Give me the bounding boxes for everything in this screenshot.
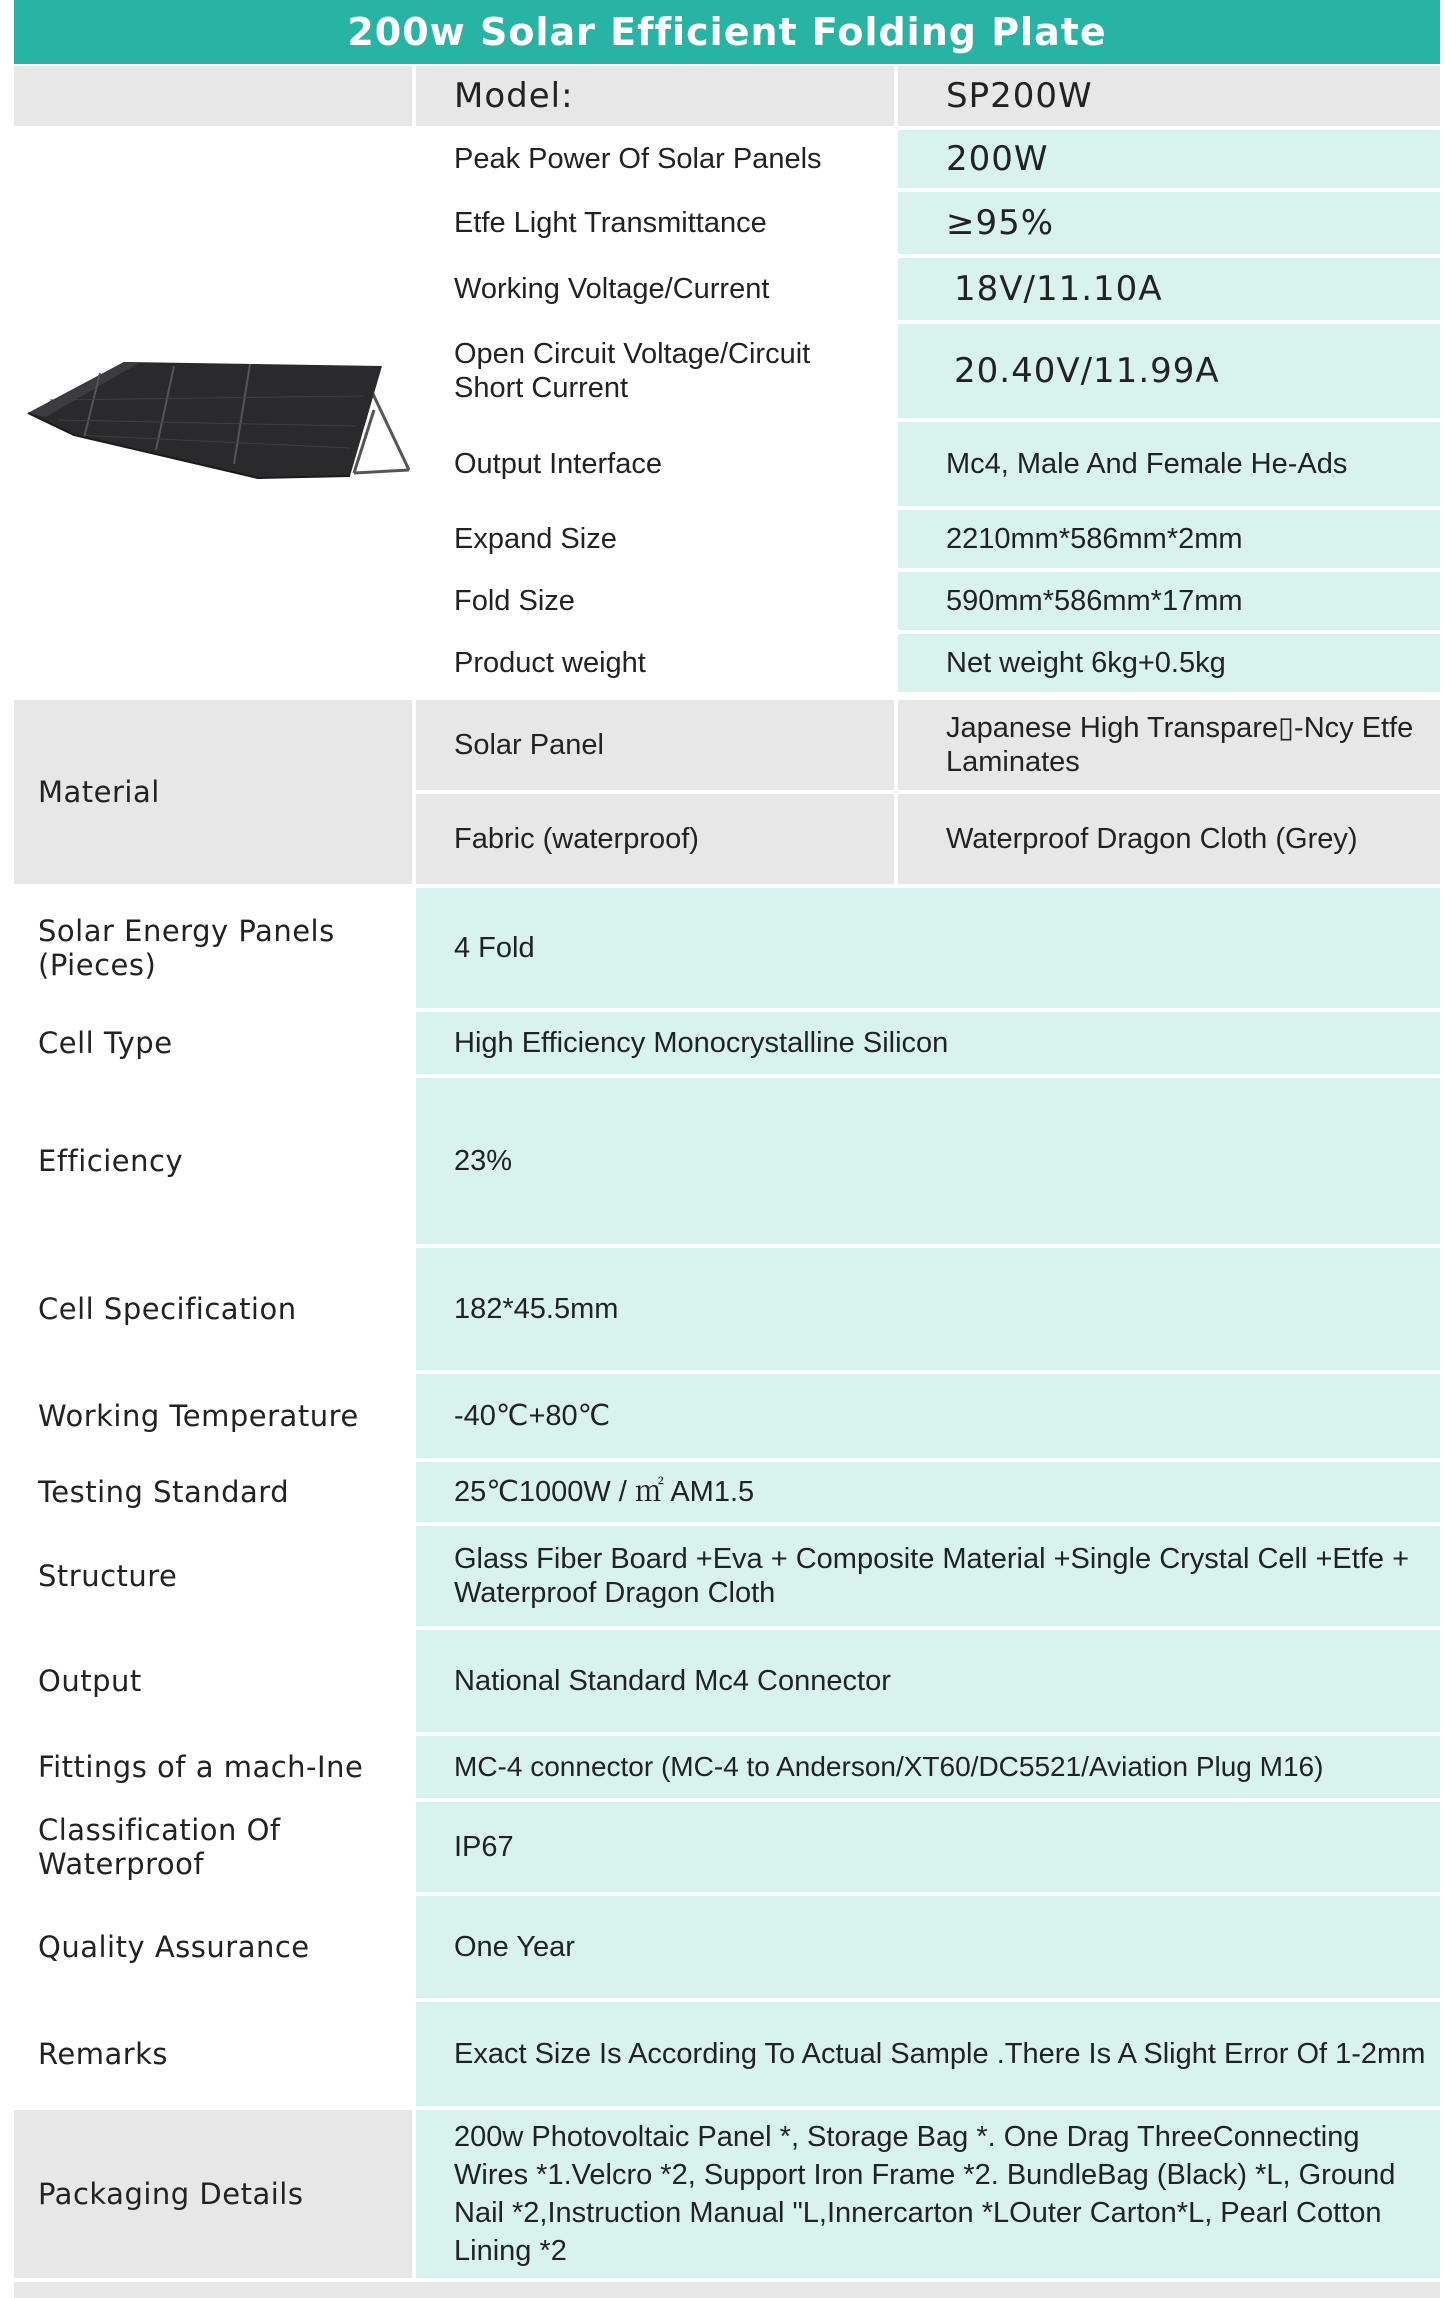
spec-value-open-circuit: 20.40V/11.99A (898, 324, 1440, 418)
row-label-waterproof: Classification Of Waterproof (14, 1802, 412, 1892)
spec-value-transmittance: ≥95% (898, 192, 1440, 254)
row-label-panels: Solar Energy Panels (Pieces) (14, 888, 412, 1008)
row-label-remarks: Remarks (14, 2002, 412, 2106)
spec-value-weight: Net weight 6kg+0.5kg (898, 634, 1440, 692)
spec-value-peak-power: 200W (898, 130, 1440, 188)
footer-strip (14, 2282, 1440, 2298)
row-label-efficiency: Efficiency (14, 1078, 412, 1244)
row-value-packaging: 200w Photovoltaic Panel *, Storage Bag *. One Drag ThreeConnecting Wires *1.Velcro *2, Support Iron Frame *2. BundleBag (Black) *L, Ground Nail *2,Instruction Manual "L,Innercarton *LOuter Carton*L, Pearl Cotton Lining *2 (416, 2110, 1440, 2278)
spec-value-fold-size: 590mm*586mm*17mm (898, 572, 1440, 630)
spec-label-output-interface: Output Interface (416, 422, 894, 506)
page-title: 200w Solar Efficient Folding Plate (14, 0, 1440, 64)
spec-label-expand-size: Expand Size (416, 510, 894, 568)
spec-label-weight: Product weight (416, 634, 894, 692)
row-label-output: Output (14, 1630, 412, 1732)
spec-label-transmittance: Etfe Light Transmittance (416, 192, 894, 254)
row-value-working-temp: -40℃+80℃ (416, 1374, 1440, 1458)
model-value: SP200W (898, 66, 1440, 126)
row-label-working-temp: Working Temperature (14, 1374, 412, 1458)
row-value-waterproof: IP67 (416, 1802, 1440, 1892)
spec-value-expand-size: 2210mm*586mm*2mm (898, 510, 1440, 568)
row-label-testing-standard: Testing Standard (14, 1462, 412, 1522)
row-label-cell-type: Cell Type (14, 1012, 412, 1074)
product-image (14, 130, 414, 690)
row-label-structure: Structure (14, 1526, 412, 1626)
model-label: Model: (416, 66, 894, 126)
row-value-panels: 4 Fold (416, 888, 1440, 1008)
row-label-fittings: Fittings of a mach-Ine (14, 1736, 412, 1798)
row-value-remarks: Exact Size Is According To Actual Sample .There Is A Slight Error Of 1-2mm (416, 2002, 1440, 2106)
spec-label-peak-power: Peak Power Of Solar Panels (416, 130, 894, 188)
solar-panel-icon (14, 130, 414, 690)
row-value-efficiency: 23% (416, 1078, 1440, 1244)
row-label-cell-spec: Cell Specification (14, 1248, 412, 1370)
spec-value-working-voltage: 18V/11.10A (898, 258, 1440, 320)
row-label-packaging: Packaging Details (14, 2110, 412, 2278)
row-value-cell-type: High Efficiency Monocrystalline Silicon (416, 1012, 1440, 1074)
row-value-testing-standard: 25℃1000W / ㎡ AM1.5 (416, 1462, 1440, 1522)
material-fabric-value: Waterproof Dragon Cloth (Grey) (898, 794, 1440, 884)
material-solar-panel-value: Japanese High Transpare▯-Ncy Etfe Laminates (898, 700, 1440, 790)
row-label-quality: Quality Assurance (14, 1896, 412, 1998)
row-value-quality: One Year (416, 1896, 1440, 1998)
spec-label-fold-size: Fold Size (416, 572, 894, 630)
row-value-cell-spec: 182*45.5mm (416, 1248, 1440, 1370)
spec-label-working-voltage: Working Voltage/Current (416, 258, 894, 320)
material-fabric-label: Fabric (waterproof) (416, 794, 894, 884)
material-label: Material (14, 700, 412, 884)
material-solar-panel-label: Solar Panel (416, 700, 894, 790)
spec-value-output-interface: Mc4, Male And Female He-Ads (898, 422, 1440, 506)
row-value-output: National Standard Mc4 Connector (416, 1630, 1440, 1732)
spec-label-open-circuit: Open Circuit Voltage/Circuit Short Current (416, 324, 894, 418)
row-value-structure: Glass Fiber Board +Eva + Composite Material +Single Crystal Cell +Etfe + Waterproof Dragon Cloth (416, 1526, 1440, 1626)
model-blank-cell (14, 66, 412, 126)
row-value-fittings: MC-4 connector (MC-4 to Anderson/XT60/DC5521/Aviation Plug M16) (416, 1736, 1440, 1798)
